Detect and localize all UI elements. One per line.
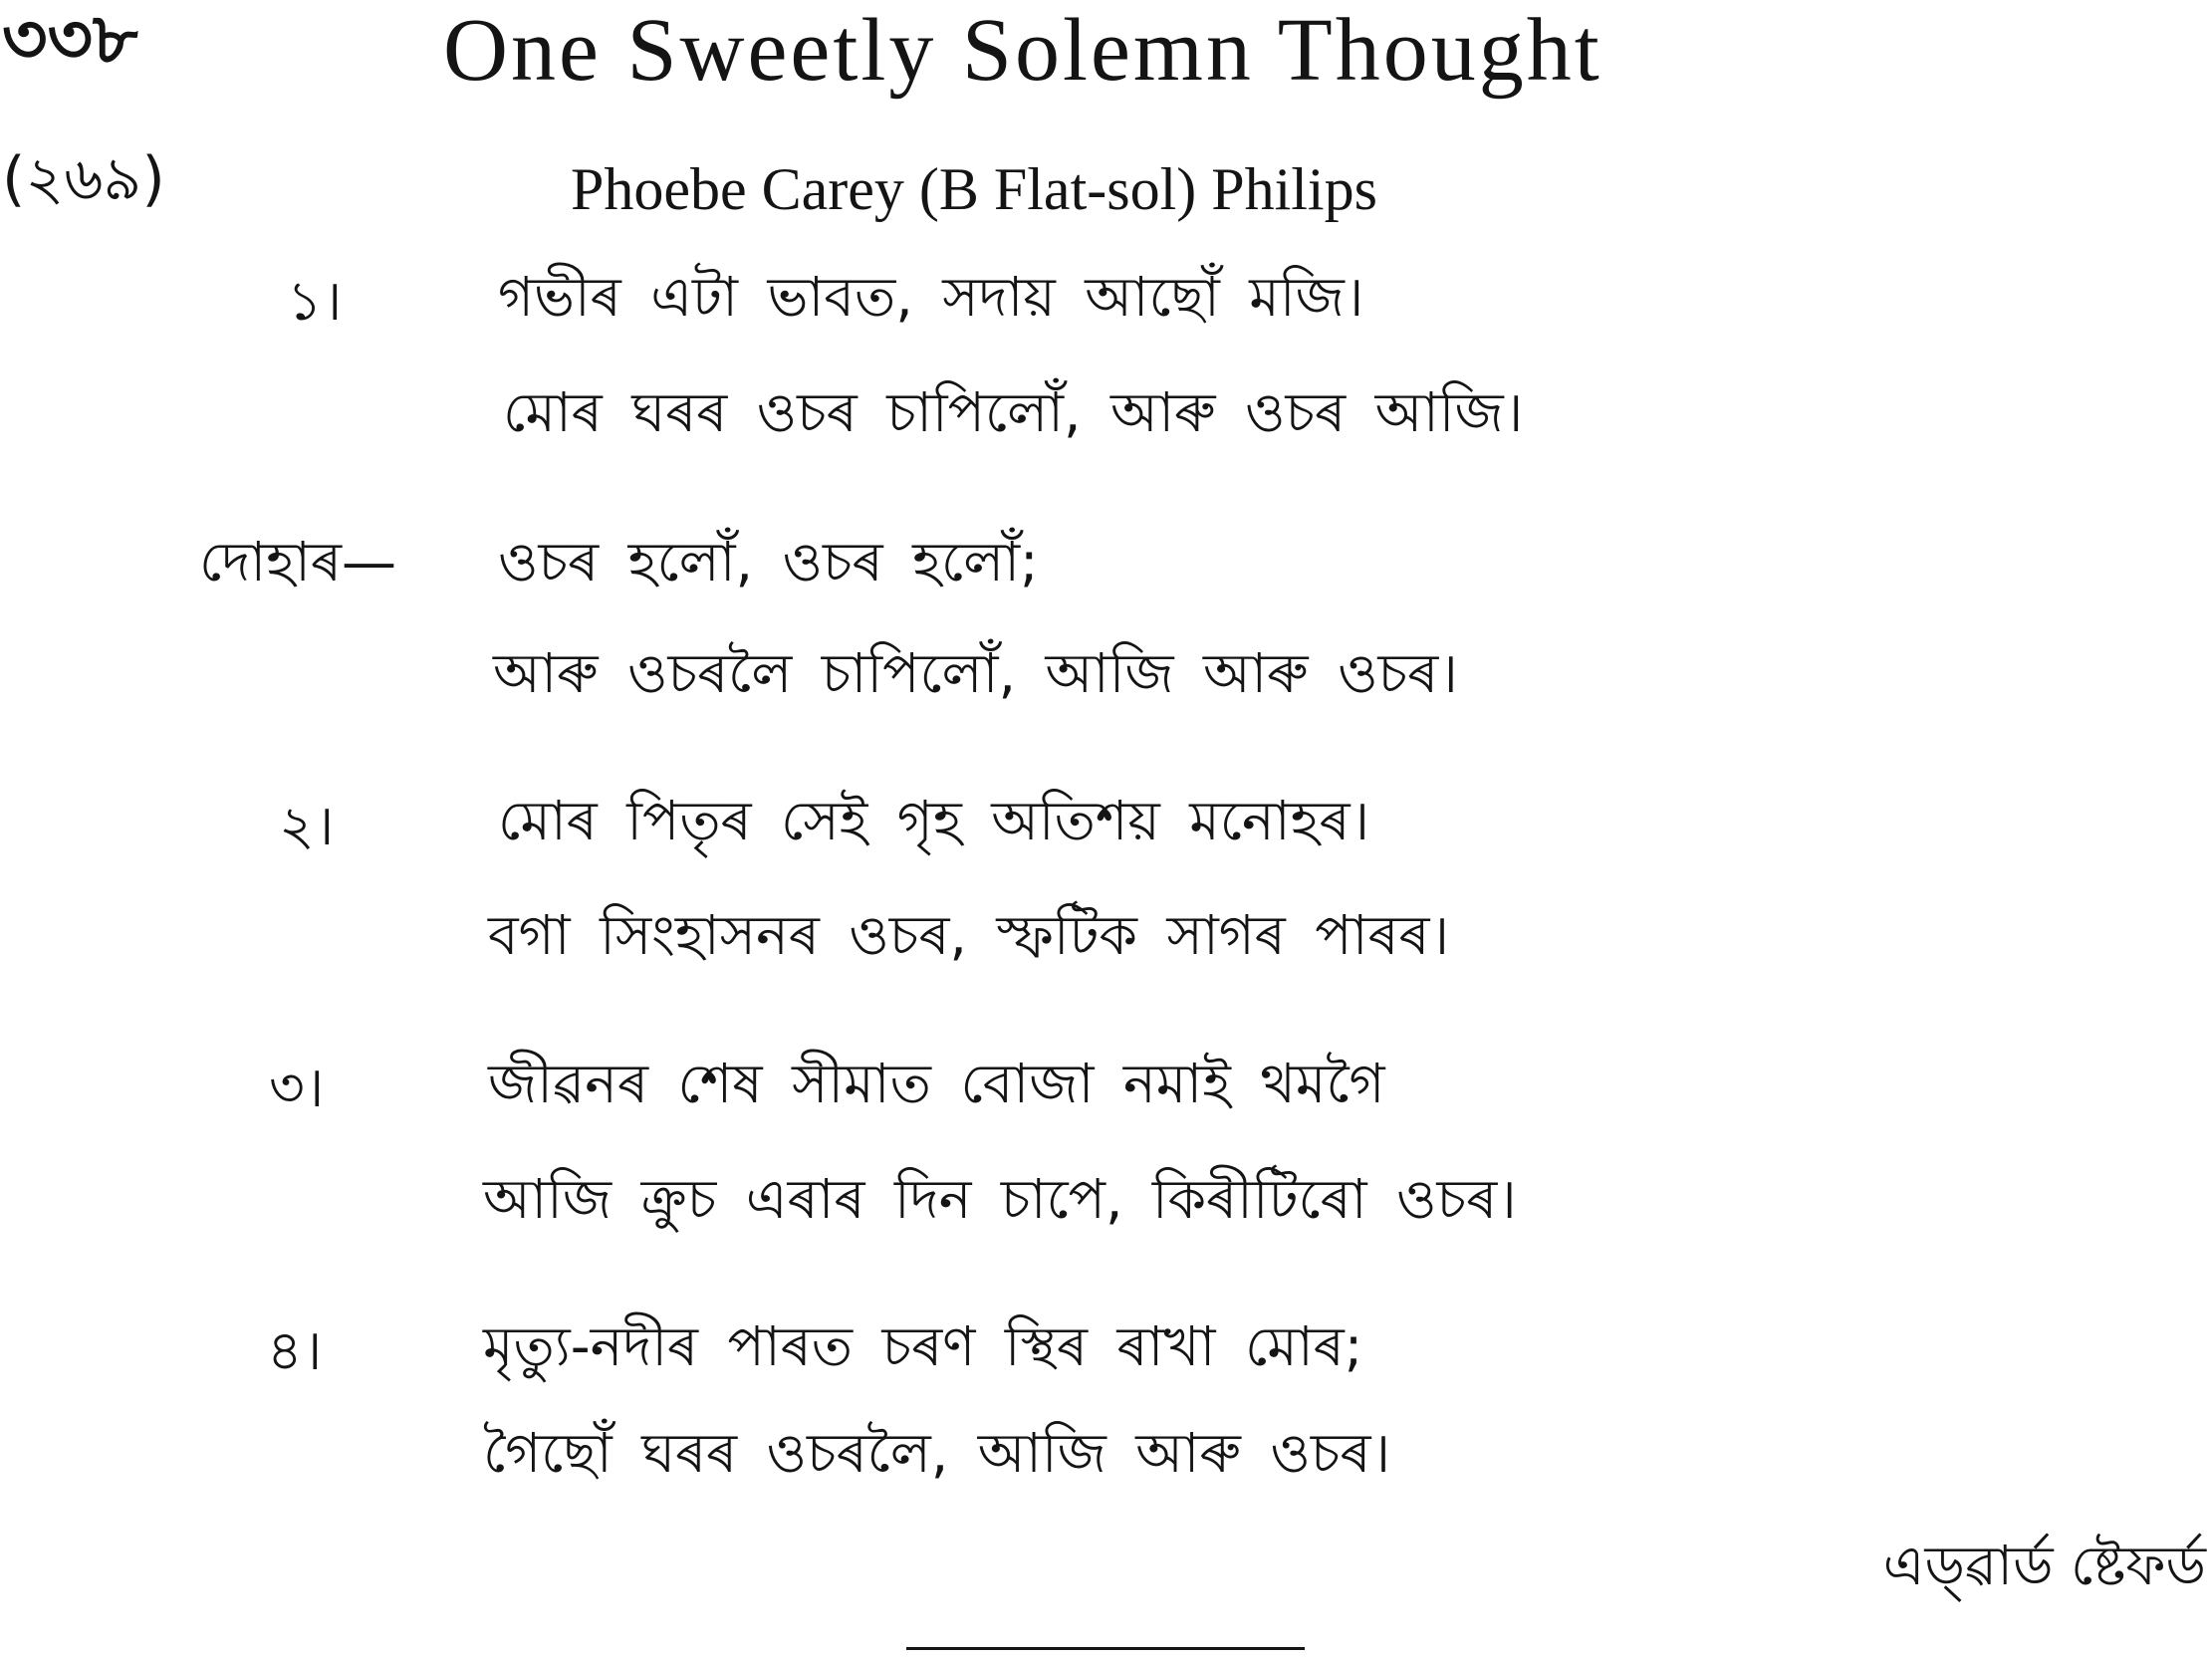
hymn-credit: Phoebe Carey (B Flat-sol) Philips	[571, 156, 1377, 222]
verse-3-number: ৩।	[269, 1056, 325, 1119]
chorus-label: দোহাৰ—	[199, 530, 396, 593]
verse-3-line-1: জীৱনৰ শেষ সীমাত বোজা নমাই থমগৈ	[488, 1052, 1385, 1115]
verse-3-line-2: আজি ক্রুচ এৰাৰ দিন চাপে, কিৰীটিৰো ওচৰ।	[483, 1167, 1517, 1231]
lyricist-credit: এড্ৱাৰ্ড ষ্টেফৰ্ড	[1882, 1534, 2206, 1597]
alternate-hymn-number: (২৬৯)	[2, 144, 165, 214]
verse-2-line-1: মোৰ পিতৃৰ সেই গৃহ অতিশয় মনোহৰ।	[498, 789, 1370, 852]
verse-4-line-1: মৃত্যু-নদীৰ পাৰত চৰণ স্থিৰ ৰাখা মোৰ;	[483, 1314, 1363, 1378]
hymn-title: One Sweetly Solemn Thought	[443, 1, 1602, 100]
hymn-number: ৩৩৮	[2, 0, 138, 80]
chorus-line-2: আৰু ওচৰলৈ চাপিলোঁ, আজি আৰু ওচৰ।	[493, 641, 1458, 705]
verse-4-number: ৪।	[267, 1318, 323, 1382]
chorus-line-1: ওচৰ হলোঁ, ওচৰ হলোঁ;	[498, 530, 1039, 593]
verse-1-line-2: মোৰ ঘৰৰ ওচৰ চাপিলোঁ, আৰু ওচৰ আজি।	[503, 380, 1524, 444]
verse-1-line-1: গভীৰ এটা ভাবত, সদায় আছোঁ মজি।	[498, 265, 1364, 329]
verse-1-number: ১।	[287, 269, 343, 333]
end-divider	[906, 1647, 1305, 1650]
verse-2-number: ২।	[279, 794, 335, 857]
verse-4-line-2: গৈছোঁ ঘৰৰ ওচৰলৈ, আজি আৰু ওচৰ।	[483, 1421, 1391, 1485]
verse-2-line-2: বগা সিংহাসনৰ ওচৰ, স্ফটিক সাগৰ পাৰৰ।	[488, 903, 1450, 967]
